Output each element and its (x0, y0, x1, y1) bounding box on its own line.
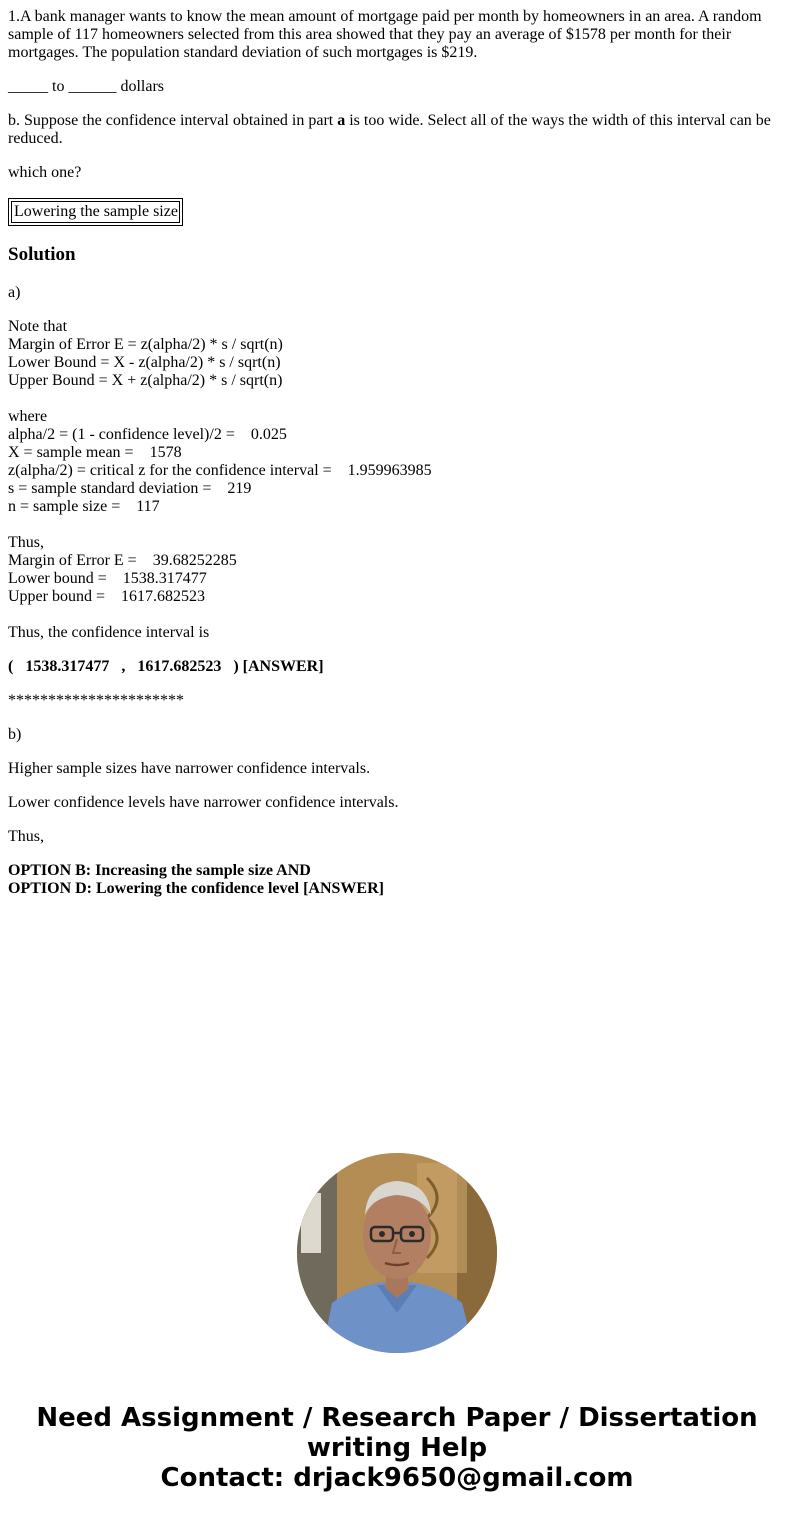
selected-option: Lowering the sample size (11, 201, 180, 223)
promo-line: writing Help (306, 1433, 488, 1463)
where-block (8, 408, 786, 516)
part-a-label: a) (8, 284, 21, 301)
formula-line: Margin of Error E = z(alpha/2) * s / sqrt(n) (8, 336, 283, 353)
part-b-question (8, 112, 786, 148)
where-line: where (8, 408, 48, 425)
result-line: Lower bound = 1538.317477 (8, 570, 207, 587)
reason-sample-size: Higher sample sizes have narrower confidence intervals. (8, 760, 371, 777)
separator: ********************** (8, 692, 184, 709)
where-line: X = sample mean = 1578 (8, 444, 182, 461)
formula-block (8, 318, 786, 390)
author-avatar (297, 1153, 497, 1353)
final-answer (8, 862, 786, 898)
selected-option-box (8, 198, 183, 226)
where-line: s = sample standard deviation = 219 (8, 480, 252, 497)
blank-answer-line: _____ to ______ dollars (8, 78, 164, 95)
formula-line: Upper Bound = X + z(alpha/2) * s / sqrt(n) (8, 372, 283, 389)
formula-line: Lower Bound = X - z(alpha/2) * s / sqrt(n) (8, 354, 281, 371)
contact-email: Contact: drjack9650@gmail.com (160, 1463, 634, 1493)
interval-intro: Thus, the confidence interval is (8, 624, 210, 641)
solution-heading: Solution (8, 244, 76, 265)
interval-answer: ( 1538.317477 , 1617.682523 ) [ANSWER] (8, 658, 324, 675)
results-block (8, 534, 786, 606)
reason-confidence-level: Lower confidence levels have narrower confidence intervals. (8, 794, 399, 811)
part-b-suffix: is too wide. Select all of the ways the width of this interval can be reduced. (8, 112, 771, 147)
author-portrait-image (297, 1153, 497, 1353)
result-line: Thus, (8, 534, 44, 551)
where-line: alpha/2 = (1 - confidence level)/2 = 0.025 (8, 426, 287, 443)
where-line: z(alpha/2) = critical z for the confidence interval = 1.959963985 (8, 462, 432, 479)
which-one-prompt: which one? (8, 164, 82, 181)
part-b-bold-letter: a (337, 112, 346, 129)
where-line: n = sample size = 117 (8, 498, 160, 515)
part-b-label: b) (8, 726, 22, 743)
promo-line: Need Assignment / Research Paper / Dissertation (36, 1403, 758, 1433)
answer-option-d: OPTION D: Lowering the confidence level [ANSWER] (8, 880, 384, 897)
formula-line: Note that (8, 318, 68, 335)
result-line: Upper bound = 1617.682523 (8, 588, 206, 605)
thus-label: Thus, (8, 828, 44, 845)
answer-option-b: OPTION B: Increasing the sample size AND (8, 862, 311, 879)
result-line: Margin of Error E = 39.68252285 (8, 552, 237, 569)
question-intro: 1.A bank manager wants to know the mean amount of mortgage paid per month by homeowners in an area. A random sample of 117 homeowners selected from this area showed that they pay an average of $1578 per month for their mortgages. The population standard deviation of such mortgages is $219. (8, 8, 762, 61)
promo-footer (0, 1403, 794, 1493)
part-b-prefix: b. Suppose the confidence interval obtained in part (8, 112, 338, 129)
